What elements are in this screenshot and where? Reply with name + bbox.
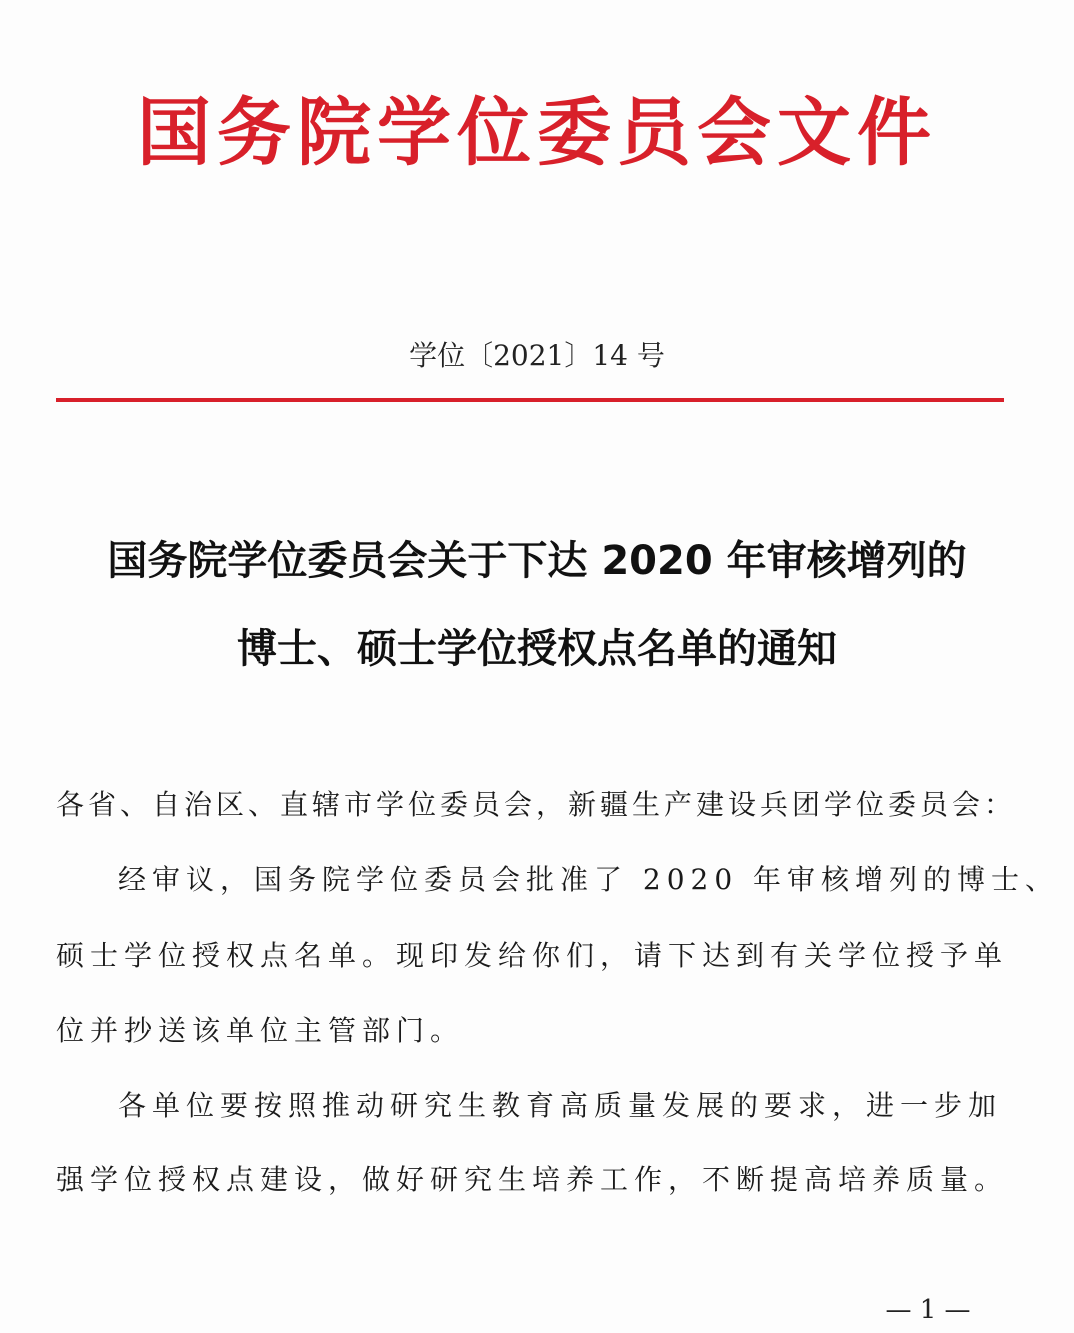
notice-title-line-2: 博士、硕士学位授权点名单的通知 bbox=[237, 626, 837, 672]
paragraph-1-line-3: 位并抄送该单位主管部门。 bbox=[56, 1014, 465, 1047]
paragraph-2-line-1: 各单位要按照推动研究生教育高质量发展的要求，进一步加 bbox=[118, 1089, 1003, 1122]
masthead-title: 国务院学位委员会文件 bbox=[137, 90, 937, 176]
paragraph-1-line-2: 硕士学位授权点名单。现印发给你们，请下达到有关学位授予单 bbox=[56, 939, 1009, 972]
paragraph-2-line-2: 强学位授权点建设，做好研究生培养工作，不断提高培养质量。 bbox=[56, 1163, 1009, 1196]
notice-title-line-1: 国务院学位委员会关于下达 2020 年审核增列的 bbox=[107, 538, 967, 584]
salutation: 各省、自治区、直辖市学位委员会，新疆生产建设兵团学位委员会： bbox=[56, 788, 1017, 821]
document-number: 学位〔2021〕14 号 bbox=[409, 339, 665, 372]
page-number: — 1 — bbox=[885, 1295, 971, 1325]
red-divider bbox=[56, 398, 1004, 402]
paragraph-1-line-1: 经审议，国务院学位委员会批准了 2020 年审核增列的博士、 bbox=[118, 863, 1060, 896]
